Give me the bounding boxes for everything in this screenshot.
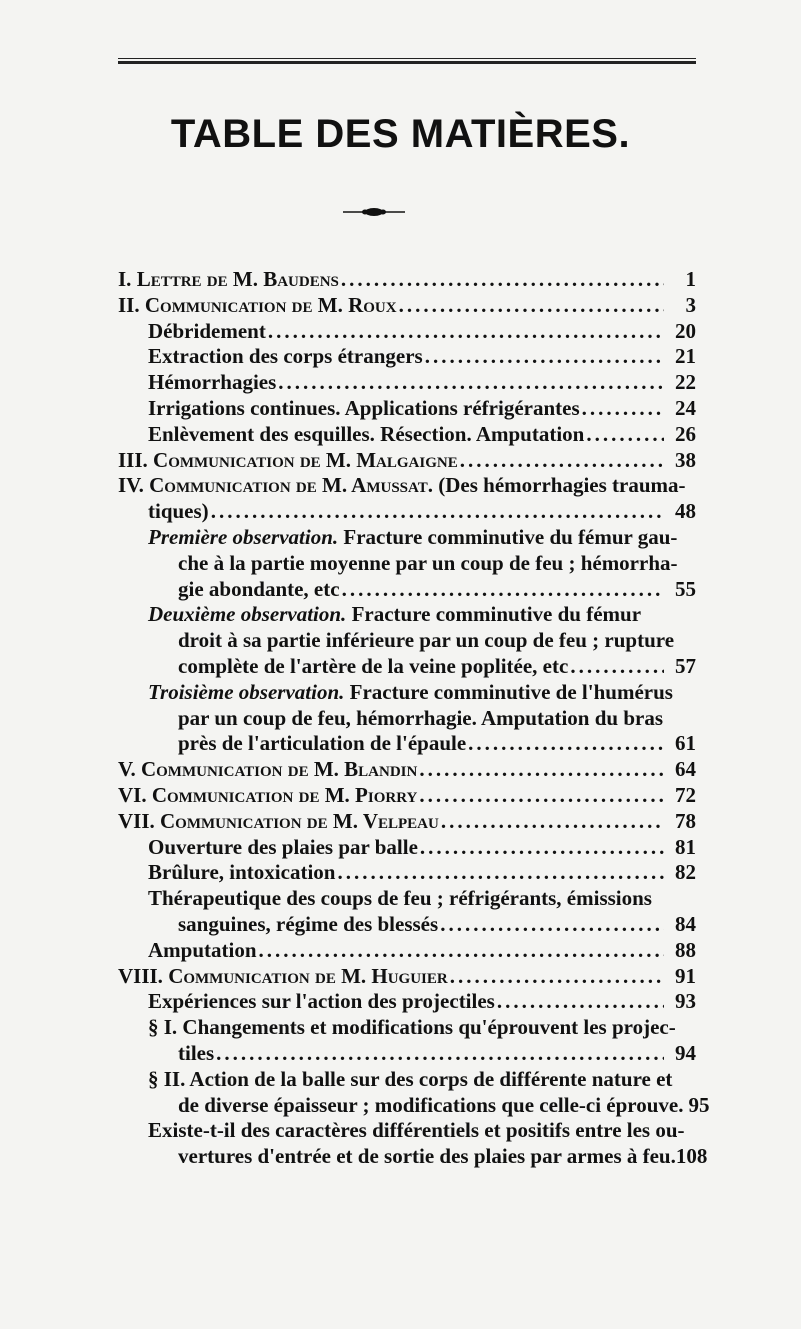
entry-title: Hémorrhagies	[148, 370, 277, 395]
toc-entry	[118, 964, 696, 990]
dot-leader	[419, 757, 664, 783]
page-number: 64	[675, 757, 696, 782]
toc-entry	[118, 809, 696, 835]
dot-leader	[337, 860, 664, 886]
dot-leader	[450, 964, 664, 990]
page-number: 24	[675, 395, 696, 420]
entry-title: Communication de M. Amussat.	[149, 473, 433, 498]
dot-leader	[497, 989, 664, 1015]
entry-text-line: che à la partie moyenne par un coup de feu ; hémorrha-	[178, 550, 678, 575]
entry-number: VII.	[118, 808, 155, 833]
entry-text-line: par un coup de feu, hémorrhagie. Amputation du bras	[178, 705, 664, 730]
page-number: 84	[675, 911, 696, 936]
page-number: 55	[675, 576, 696, 601]
entry-title: Communication de M. Piorry	[151, 782, 418, 807]
dot-leader	[211, 499, 664, 525]
page-number: 82	[675, 860, 696, 885]
toc-entry	[118, 344, 696, 370]
page-number: 20	[675, 318, 696, 343]
toc-entry	[118, 293, 696, 319]
entry-text-line: Existe-t-il des caractères différentiels et positifs entre les ou-	[148, 1118, 685, 1143]
entry-title: Enlèvement des esquilles. Résection. Amputation	[148, 421, 585, 446]
entry-title: Débridement	[148, 318, 266, 343]
toc-entry	[118, 989, 696, 1015]
entry-number: VI.	[118, 782, 147, 807]
dot-leader	[419, 783, 664, 809]
entry-text-line: complète de l'artère de la veine poplitée, etc	[178, 653, 569, 678]
entry-text-line: sanguines, régime des blessés	[178, 911, 439, 936]
dot-leader	[268, 319, 664, 345]
page-number: 93	[675, 989, 696, 1014]
page-number: 94	[675, 1040, 696, 1065]
toc-entry	[118, 886, 696, 938]
dot-leader	[278, 370, 664, 396]
entry-text-line: § II. Action de la balle sur des corps de différente nature et	[148, 1066, 673, 1091]
dot-leader	[341, 267, 664, 293]
entry-title: Communication de M. Huguier	[168, 963, 448, 988]
entry-title: Ouverture des plaies par balle	[148, 834, 418, 859]
page-number: 22	[675, 370, 696, 395]
page-number: 3	[685, 292, 696, 317]
entry-number: III.	[118, 447, 148, 472]
entry-number: V.	[118, 757, 136, 782]
dot-leader	[399, 293, 664, 319]
entry-number: IV.	[118, 473, 144, 498]
entry-number: I.	[118, 267, 132, 291]
dot-leader	[570, 654, 664, 680]
entry-title: Expériences sur l'action des projectiles	[148, 989, 495, 1014]
entry-title: Communication de M. Malgaigne	[153, 447, 458, 472]
toc-entry	[118, 473, 696, 525]
page-number: 48	[675, 499, 696, 524]
entry-text-line: § I. Changements et modifications qu'éprouvent les projec-	[148, 1015, 676, 1040]
toc-entry	[118, 448, 696, 474]
toc-entry	[118, 370, 696, 396]
toc-entry	[118, 319, 696, 345]
toc-entry	[118, 422, 696, 448]
top-double-rule	[118, 58, 696, 66]
dot-leader	[216, 1041, 664, 1067]
page-number: 95	[688, 1092, 710, 1117]
entry-text-line: tiques)	[148, 499, 209, 524]
toc-entry	[118, 757, 696, 783]
page-number: 38	[675, 447, 696, 472]
toc-entry	[118, 1118, 708, 1170]
entry-text-line: droit à sa partie inférieure par un coup de feu ; rupture	[178, 628, 675, 653]
entry-title: Communication de M. Velpeau	[160, 808, 439, 833]
page-number: 72	[675, 782, 696, 807]
entry-title: Extraction des corps étrangers	[148, 344, 423, 369]
entry-title: Communication de M. Blandin	[140, 757, 418, 782]
table-of-contents	[118, 267, 710, 1170]
page-number: 108	[675, 1144, 708, 1169]
entry-text-line: Fracture comminutive du fémur gau-	[343, 524, 678, 549]
dot-leader	[425, 344, 664, 370]
toc-entry	[118, 1066, 710, 1119]
toc-entry	[118, 783, 696, 809]
entry-title: Irrigations continues. Applications réfrigérantes	[148, 395, 580, 420]
page-title: TABLE DES MATIÈRES.	[170, 112, 631, 156]
observation-title: Troisième observation.	[148, 679, 345, 704]
dot-leader	[586, 422, 664, 448]
entry-text-line: Fracture comminutive de l'humérus	[349, 679, 673, 704]
dot-leader	[468, 731, 664, 757]
dot-leader	[582, 396, 664, 422]
page-number: 61	[675, 731, 696, 756]
observation-title: Première observation.	[148, 524, 339, 549]
page-number: 88	[675, 937, 696, 962]
entry-title: Communication de M. Roux	[144, 292, 397, 317]
dot-leader	[342, 577, 664, 603]
page-number: 91	[675, 963, 696, 988]
entry-text-line: vertures d'entrée et de sortie des plaies par armes à feu.	[178, 1144, 676, 1169]
toc-entry	[118, 835, 696, 861]
toc-entry	[118, 860, 696, 886]
entry-number: VIII.	[118, 963, 163, 988]
observation-title: Deuxième observation.	[148, 602, 347, 627]
entry-text-line: gie abondante, etc	[178, 576, 340, 601]
dot-leader	[460, 448, 664, 474]
page-number: 26	[675, 421, 696, 446]
toc-entry	[118, 1015, 696, 1067]
dot-leader	[420, 835, 664, 861]
toc-entry	[118, 525, 696, 602]
entry-text-line: près de l'articulation de l'épaule	[178, 731, 467, 756]
page-number: 57	[675, 653, 696, 678]
page-number: 21	[675, 344, 696, 369]
toc-entry	[118, 680, 696, 757]
entry-text-line: Thérapeutique des coups de feu ; réfrigérants, émissions	[148, 886, 652, 911]
entry-number: II.	[118, 292, 140, 317]
entry-title: Lettre de M. Baudens	[136, 267, 339, 291]
page-number: 1	[685, 267, 696, 291]
toc-entry	[118, 267, 696, 293]
entry-text-line: (Des hémorrhagies trauma-	[438, 473, 686, 498]
dot-leader	[259, 938, 664, 964]
toc-entry	[118, 602, 696, 679]
dot-leader	[440, 912, 664, 938]
entry-text-line: Fracture comminutive du fémur	[351, 602, 642, 627]
entry-title: Amputation	[148, 937, 257, 962]
entry-text-line: tiles	[178, 1040, 215, 1065]
page-number: 81	[675, 834, 696, 859]
page-number: 78	[675, 808, 696, 833]
dot-leader	[441, 809, 664, 835]
toc-entry	[118, 396, 696, 422]
entry-title: Brûlure, intoxication	[148, 860, 336, 885]
toc-entry	[118, 938, 696, 964]
ornament-divider	[343, 207, 405, 217]
entry-text-line: de diverse épaisseur ; modifications que celle-ci éprouve.	[178, 1092, 684, 1117]
